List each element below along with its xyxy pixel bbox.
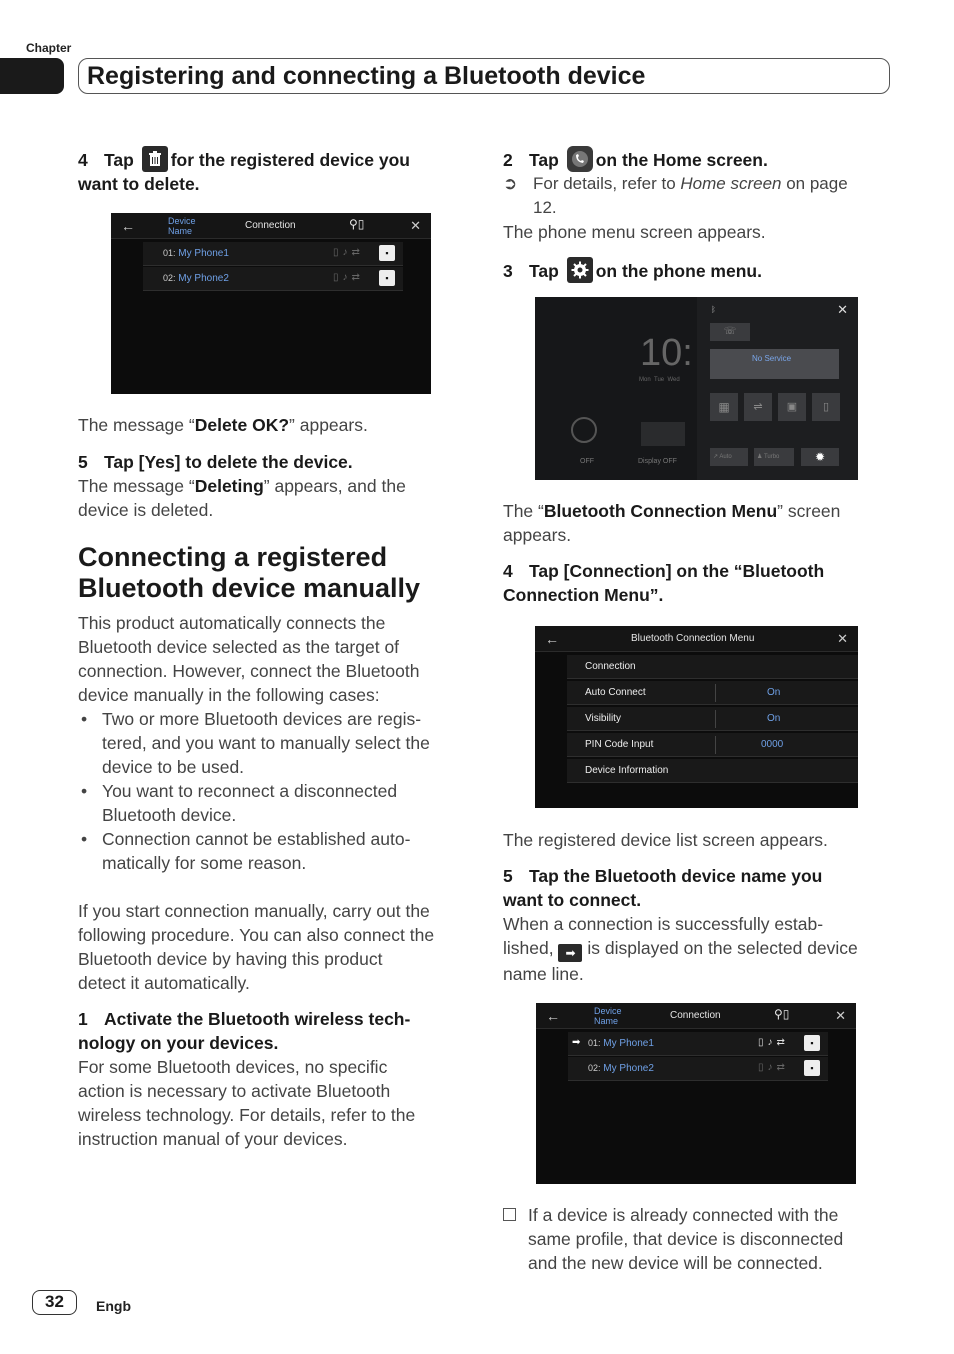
list-item: • Connection cannot be established auto- matically for some reason. [78,827,468,875]
close-icon: ✕ [837,302,848,317]
phone-menu-screenshot [535,297,858,480]
screen-title: Connection [670,1010,721,1021]
left-column-lower [78,413,468,1151]
trash-icon: ▪ [804,1060,820,1076]
step-number: 4 [78,150,88,170]
menu-row-visibility: Visibility On [567,707,858,731]
bcm-appears: The “Bluetooth Connection Menu” screen appears. [503,501,841,545]
section-heading: Connecting a registered Bluetooth device manually [78,542,421,603]
right-column-mid [503,499,893,607]
connected-device-screenshot [536,1003,856,1184]
step-text: want to delete. [78,174,200,194]
trash-icon: ▪ [804,1035,820,1051]
message-delete-ok: The message “Delete OK?” appears. [78,415,368,435]
right-column [503,146,893,283]
power-icon [571,417,597,443]
registered-list-appears: The registered device list screen appears. [503,830,828,850]
step-4-delete [78,146,468,196]
step-text: for the registered device you [170,150,410,170]
menu-row-device-info: Device Information [567,759,858,783]
arrow-bullet-icon: ➲ [503,174,518,193]
search-icon: ⚲▯ [774,1007,790,1021]
menu-tile: ▯ [812,393,840,421]
profile-icons: ▯♪⇄ [758,1037,789,1048]
no-service-panel [710,349,839,379]
back-arrow-icon: ← [121,218,135,234]
intro-paragraph: This product automatically connects the Bluetooth device selected as the target of connection. However, connect the Bluetooth device manually in the following cases: [78,613,420,705]
message-deleting: The message “Deleting” appears, and the device is deleted. [78,476,406,520]
settings-gear-icon [567,257,593,283]
language-code: Engb [96,1298,131,1314]
display-off-tile [641,422,685,446]
profile-icons: ▯♪⇄ [758,1062,789,1073]
step-1-activate: 1 Activate the Bluetooth wireless tech- nology on your devices. [78,1009,411,1053]
close-icon: ✕ [410,218,421,233]
off-label: OFF [580,458,594,465]
close-icon: ✕ [835,1008,846,1023]
trash-icon: ▪ [379,245,395,261]
page-number: 32 [32,1290,77,1315]
step-3-settings: 3 Tap on the phone menu. [503,257,893,283]
reference-note: ➲ For details, refer to Home screen on page 12. [503,174,848,217]
device-name-tab: Device Name [168,216,196,236]
menu-tile: ▦ [710,393,738,421]
list-item: 02: My Phone2 ▯♪⇄ ▪ [568,1057,828,1081]
screen-title: Connection [245,220,296,231]
phone-icon [567,146,593,172]
checkbox-bullet-icon [503,1208,516,1221]
device-name-tab: Device Name [594,1006,622,1026]
connected-arrow-icon: ➡ [558,944,582,962]
page-title: Registering and connecting a Bluetooth device [87,62,646,90]
note-text: If a device is already connected with the same profile, that device is disconnected and the new device will be connected. [528,1205,844,1273]
home-panel [535,297,697,480]
note [503,1203,893,1275]
list-item: 01: My Phone1 ▯♪⇄ ▪ [143,242,403,266]
right-column-lower [503,828,893,986]
left-column [78,146,468,196]
profile-icons: ▯♪⇄ [333,272,364,283]
step-5-tap-name: 5 Tap the Bluetooth device name you want to connect. [503,866,823,910]
clock: 10: [640,332,693,374]
device-list-screenshot [111,213,431,394]
profile-icons: ▯♪⇄ [333,247,364,258]
phone-menu-appears: The phone menu screen appears. [503,222,766,242]
menu-tile: ⇌ [744,393,772,421]
menu-row-pin: PIN Code Input 0000 [567,733,858,757]
list-item: • Two or more Bluetooth devices are regis- tered, and you want to manually select the device to be used. [78,707,468,779]
title-box [78,58,890,94]
screen-title: Bluetooth Connection Menu [631,633,755,644]
chapter-tab [0,58,64,94]
success-paragraph: When a connection is successfully estab- lished, ➡ is displayed on the selected device name line. [503,914,858,984]
activation-paragraph: For some Bluetooth devices, no specific action is necessary to activate Bluetooth wireless technology. For details, refer to the instruction manual of your devices. [78,1057,416,1149]
step-5-yes: 5 Tap [Yes] to delete the device. [78,452,353,472]
case-list [78,707,468,875]
procedure-paragraph: If you start connection manually, carry out the following procedure. You can also connect the Bluetooth device by having this product detect it automatically. [78,901,435,993]
phone-book-button: ☏ [710,323,750,341]
bluetooth-icon: ᛒ [711,305,716,314]
screen-header [535,626,858,652]
menu-row-auto-connect: Auto Connect On [567,681,858,705]
display-off-label: Display OFF [638,458,677,465]
screen-header [536,1003,856,1029]
list-item: • You want to reconnect a disconnected Bluetooth device. [78,779,468,827]
auto-answer-button: ↗ Auto [710,448,748,466]
step-2-home: 2 Tap on the Home screen. [503,146,893,172]
menu-tile: ▣ [778,393,806,421]
menu-row-connection: Connection [567,655,858,679]
no-service-text: No Service [752,354,792,363]
ring-tone-button: ♟ Turbo [754,448,794,466]
close-icon: ✕ [837,631,848,646]
search-icon: ⚲▯ [349,217,365,231]
connected-arrow-icon: ➡ [572,1037,581,1048]
back-arrow-icon: ← [546,1008,560,1024]
list-item: 02: My Phone2 ▯♪⇄ ▪ [143,267,403,291]
back-arrow-icon: ← [545,631,559,647]
trash-icon [142,146,168,172]
list-item: ➡ 01: My Phone1 ▯♪⇄ ▪ [568,1032,828,1056]
screen-header [111,213,431,239]
weekday-row: Mon Tue Wed [639,377,680,383]
trash-icon: ▪ [379,270,395,286]
bt-connection-menu-screenshot [535,626,858,808]
chapter-label: Chapter [26,41,72,55]
settings-gear-icon: ✹ [801,448,839,466]
step-4-connection: 4 Tap [Connection] on the “Bluetooth Connection Menu”. [503,561,825,605]
step-text: Tap [104,150,134,170]
